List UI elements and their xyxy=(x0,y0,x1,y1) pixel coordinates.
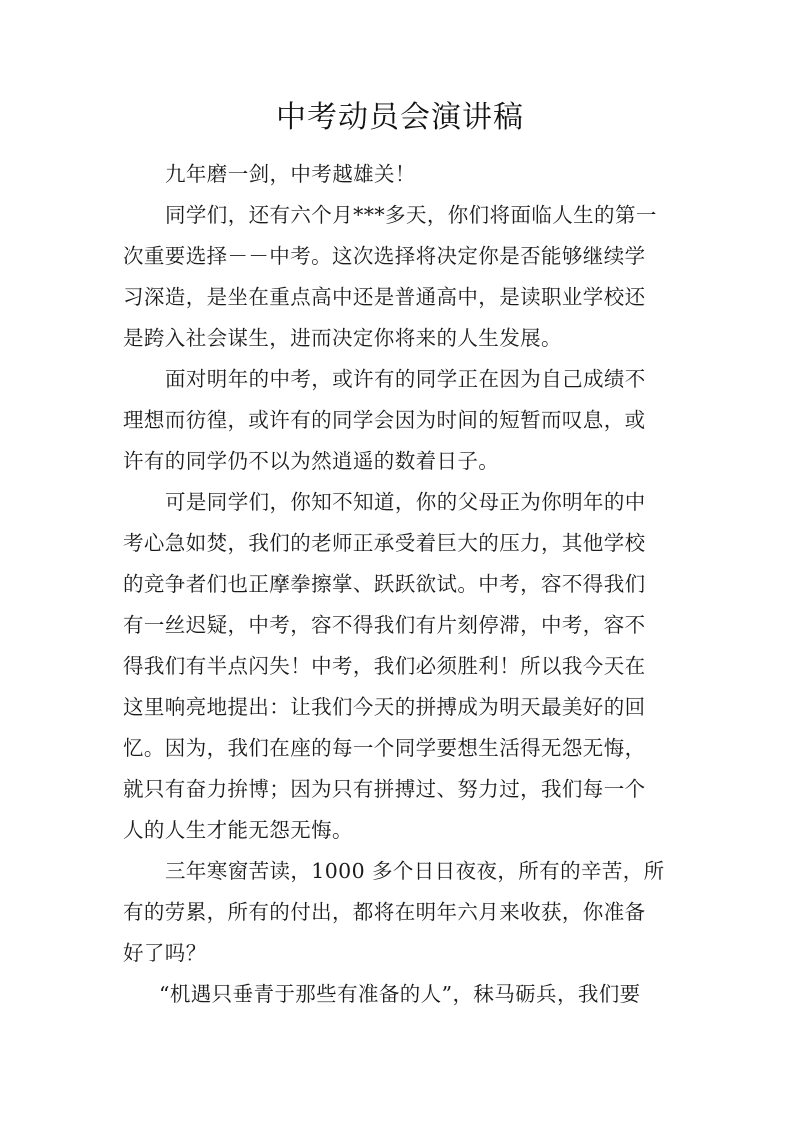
text-line: 忆。因为，我们在座的每一个同学要想生活得无怨无悔， xyxy=(123,736,646,760)
text-line: 九年磨一剑，中考越雄关！ xyxy=(165,162,416,186)
document-body xyxy=(123,154,679,1015)
paragraph xyxy=(123,359,679,482)
text-line: 这里响亮地提出：让我们今天的拼搏成为明天最美好的回 xyxy=(123,695,646,719)
text-line: 习深造，是坐在重点高中还是普通高中，是读职业学校还 xyxy=(123,285,646,309)
paragraph xyxy=(123,851,679,974)
text-line: 有的劳累，所有的付出，都将在明年六月来收获，你准备 xyxy=(123,900,646,924)
paragraph xyxy=(123,974,679,1015)
text-line: 许有的同学仍不以为然逍遥的数着日子。 xyxy=(123,449,500,473)
text-line: 好了吗？ xyxy=(123,941,207,965)
text-line: 就只有奋力拚博；因为只有拼搏过、努力过，我们每一个 xyxy=(123,777,646,801)
text-line: 同学们，还有六个月***多天，你们将面临人生的第一 xyxy=(165,203,657,227)
paragraph xyxy=(123,195,679,359)
paragraph xyxy=(123,154,679,195)
text-line: 次重要选择－－中考。这次选择将决定你是否能够继续学 xyxy=(123,244,646,268)
text-line: 有一丝迟疑，中考，容不得我们有片刻停滞，中考，容不 xyxy=(123,613,646,637)
text-line: 考心急如焚，我们的老师正承受着巨大的压力，其他学校 xyxy=(123,531,646,555)
text-line: 的竞争者们也正摩拳擦掌、跃跃欲试。中考，容不得我们 xyxy=(123,572,646,596)
text-line: 面对明年的中考，或许有的同学正在因为自己成绩不 xyxy=(165,367,646,391)
text-line: “机遇只垂青于那些有准备的人”，秣马砺兵，我们要 xyxy=(159,982,641,1006)
text-line: 是跨入社会谋生，进而决定你将来的人生发展。 xyxy=(123,326,562,350)
text-line: 三年寒窗苦读，1000 多个日日夜夜，所有的辛苦，所 xyxy=(165,859,665,883)
text-line: 得我们有半点闪失！中考，我们必须胜利！所以我今天在 xyxy=(123,654,646,678)
text-line: 理想而彷徨，或许有的同学会因为时间的短暂而叹息，或 xyxy=(123,408,646,432)
text-line: 人的人生才能无怨无悔。 xyxy=(123,818,353,842)
document-title: 中考动员会演讲稿 xyxy=(276,100,524,135)
text-line: 可是同学们，你知不知道，你的父母正为你明年的中 xyxy=(165,490,646,514)
paragraph xyxy=(123,482,679,851)
